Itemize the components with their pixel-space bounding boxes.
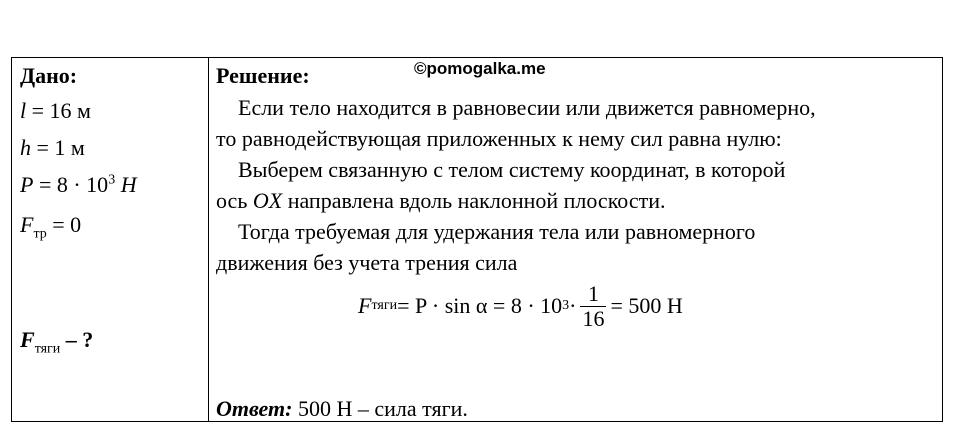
given-P-var: P <box>20 172 34 197</box>
given-F-thrust-eq: – ? <box>60 327 94 352</box>
solution-line-1: Если тело находится в равновесии или движется равномерно, <box>238 95 816 120</box>
solution-line-6: движения без учета трения сила <box>216 250 518 275</box>
given-l-var: l <box>20 98 27 123</box>
given-P-exp: 3 <box>108 172 116 188</box>
given-h-eq: = 1 м <box>31 135 85 160</box>
axis-line-suffix: направлена вдоль наклонной плоскости. <box>282 188 666 213</box>
answer-tail: – сила тяги. <box>352 396 468 421</box>
given-header: Дано: <box>20 63 78 88</box>
given-l <box>20 98 91 124</box>
formula: F тяги = P · sin α = 8 · 10 3 · $\frac{1}{16}$ = 500 H <box>358 280 683 331</box>
solution-line-2: то равнодействующая приложенных к нему сил равна нулю: <box>216 126 782 151</box>
fraction-numerator: 1 <box>580 282 606 307</box>
given-F-thrust-sub: тяги <box>34 341 61 357</box>
given-F-thrust-var: F <box>20 327 35 352</box>
given-F-tr <box>20 212 82 242</box>
given-h <box>20 135 85 161</box>
formula-part2: = 500 H <box>610 293 683 318</box>
answer-label: Ответ: <box>216 396 293 421</box>
given-l-eq: = 16 м <box>26 98 91 123</box>
formula-part1: = P · sin α = 8 · 10 <box>397 293 563 318</box>
fraction-denominator: 16 <box>582 305 605 331</box>
axis-name: OX <box>252 188 283 213</box>
axis-line-prefix: ось <box>216 188 253 213</box>
given-P <box>20 172 137 198</box>
given-P-eq: = 8 · 10 <box>33 172 109 197</box>
answer-line <box>216 396 468 422</box>
solution-axis-line <box>216 188 665 214</box>
answer-value: 500 H <box>292 396 353 421</box>
formula-lhs: F <box>358 293 372 318</box>
formula-fraction <box>580 282 606 331</box>
solution-line-3: Выберем связанную с телом систему координат, в которой <box>238 157 786 182</box>
given-F-thrust <box>20 327 94 357</box>
given-F-tr-var: F <box>20 212 34 237</box>
given-F-tr-eq: = 0 <box>46 212 82 237</box>
formula-dot: · <box>569 293 577 318</box>
column-divider <box>208 58 209 421</box>
solution-header: Решение: <box>216 63 310 88</box>
watermark: ©pomogalka.me <box>414 59 546 78</box>
solution-line-5: Тогда требуемая для удержания тела или равномерного <box>238 219 756 244</box>
given-F-tr-sub: тр <box>33 226 47 242</box>
given-h-var: h <box>20 135 31 160</box>
given-P-unit: H <box>115 172 137 197</box>
